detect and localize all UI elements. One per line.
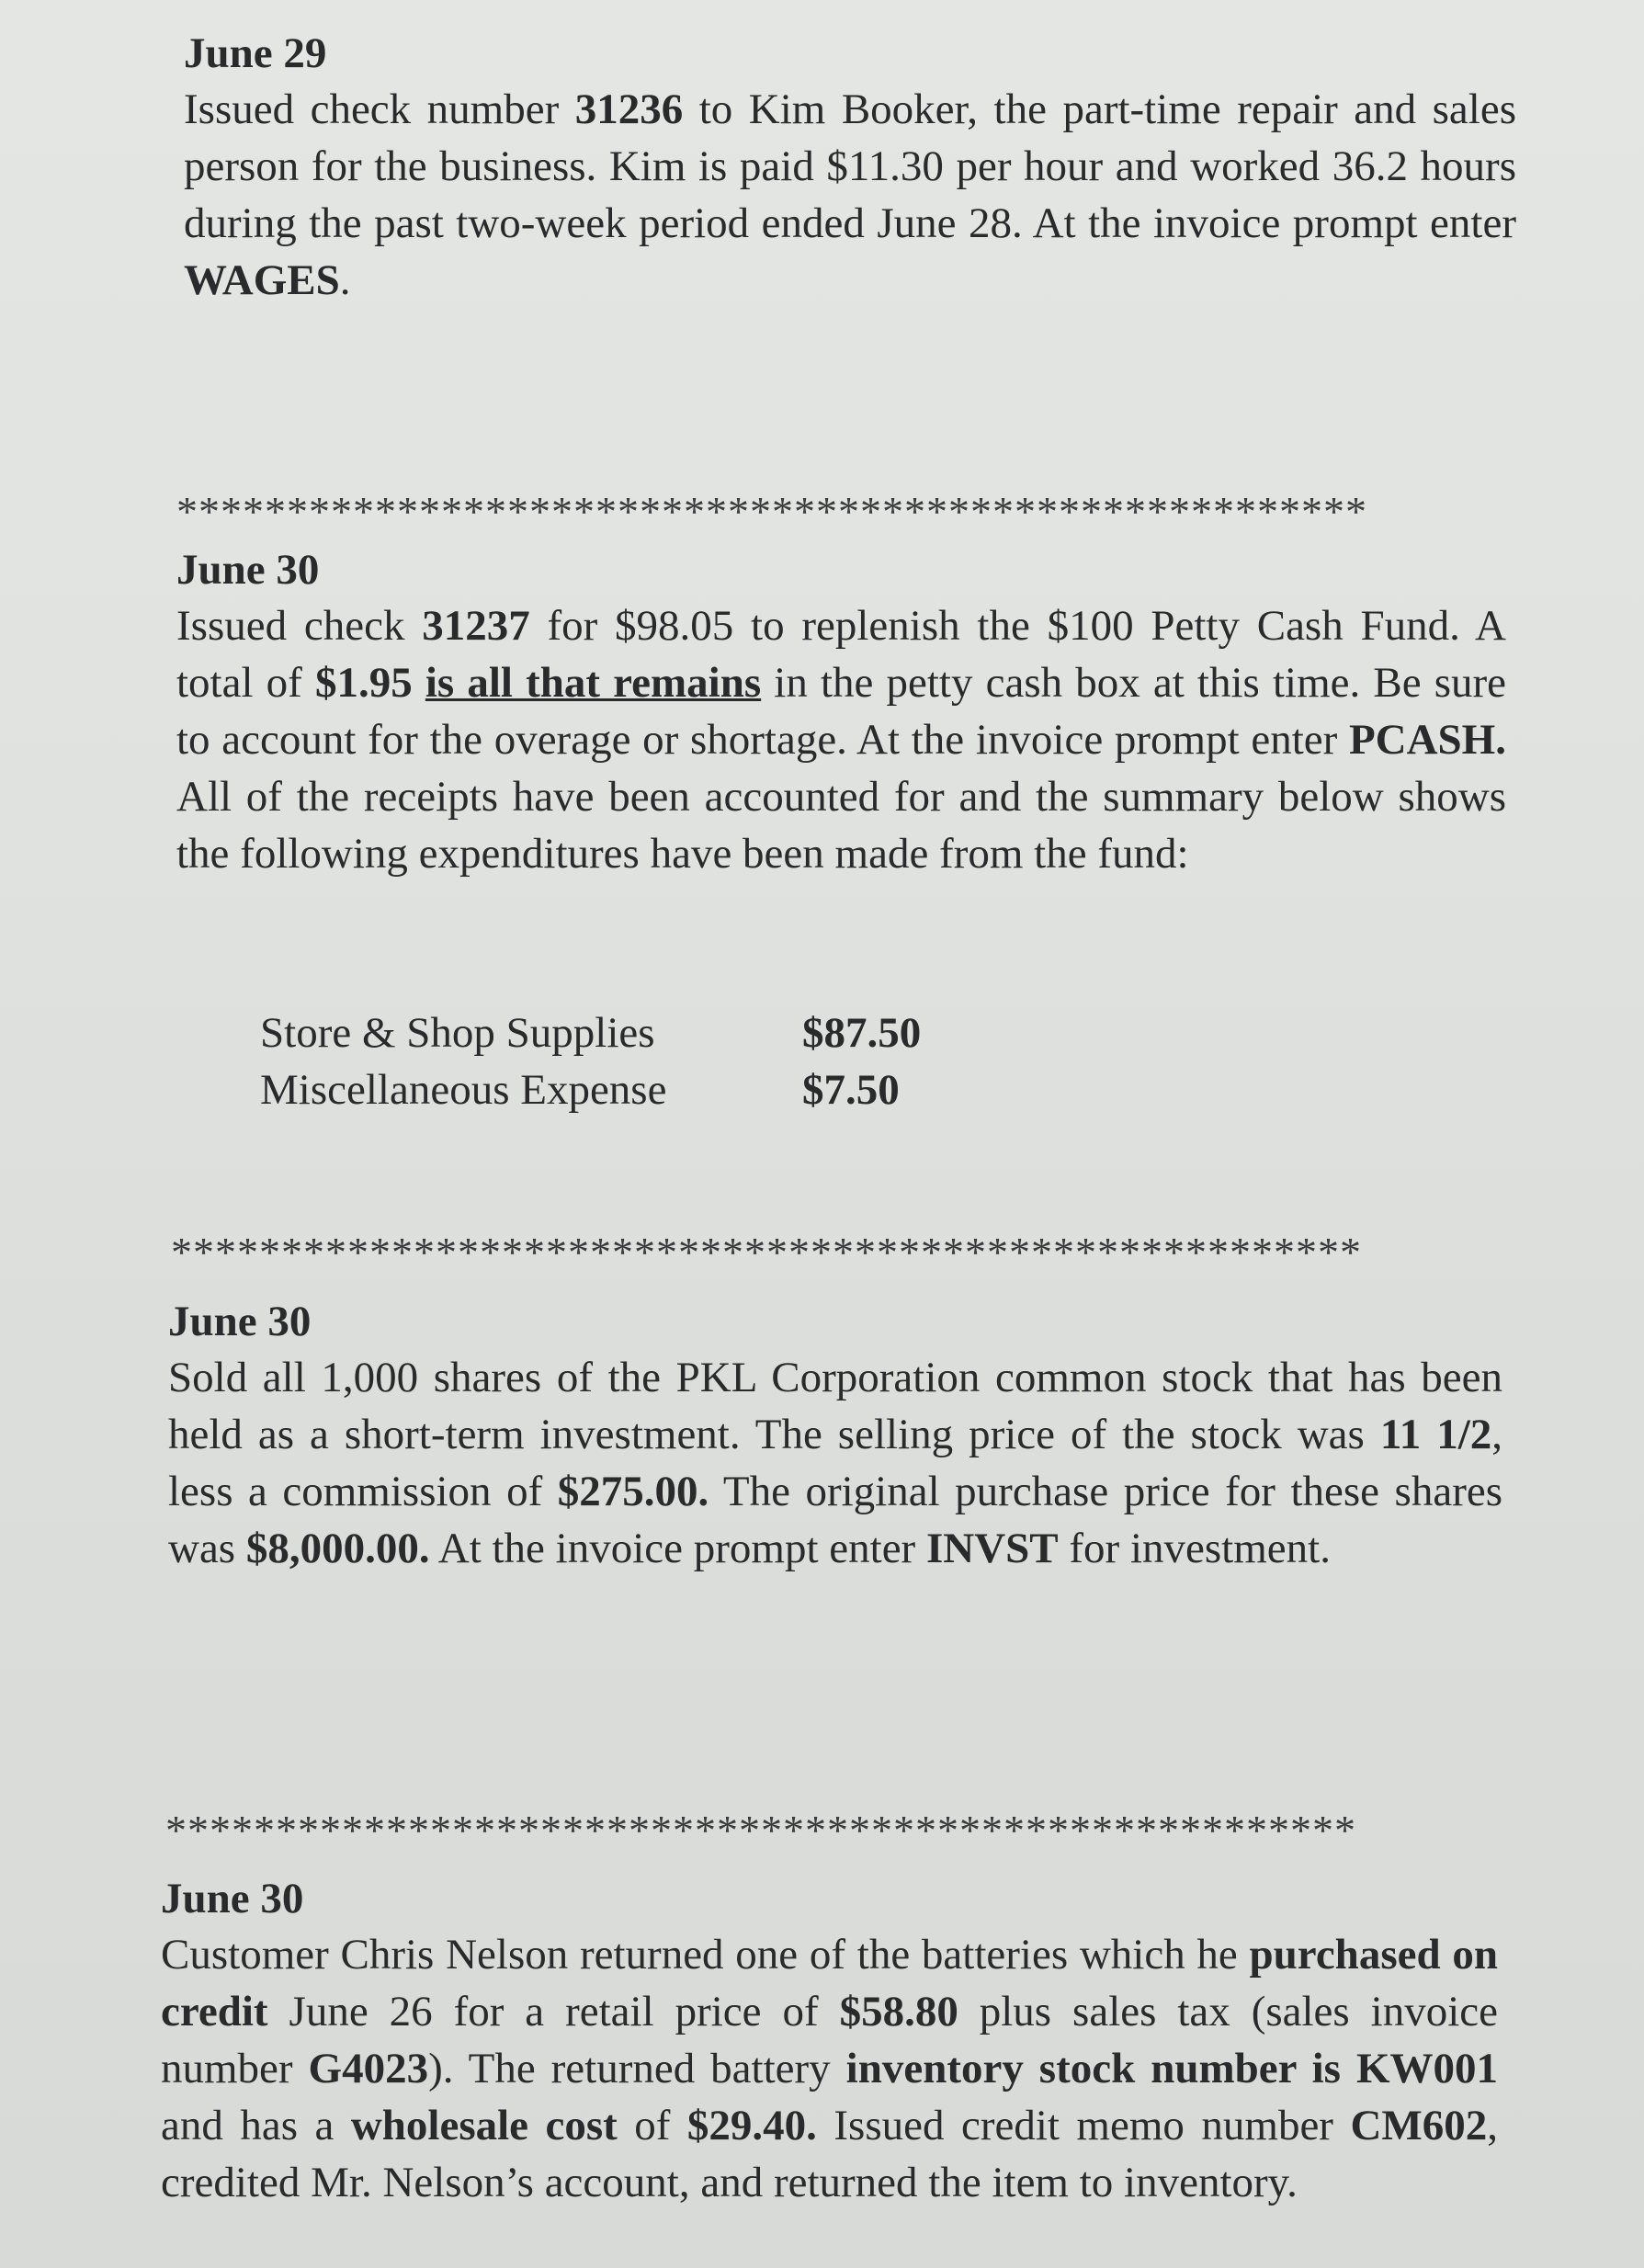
- expenditure-label: Store & Shop Supplies: [260, 1009, 655, 1057]
- entry-june-30-stock-sale: [168, 1294, 1502, 1577]
- expenditures-table: [260, 1004, 921, 1118]
- separator-2: ******************************************************: [171, 1229, 1362, 1276]
- expenditure-row: [260, 1004, 921, 1061]
- entry-date: June 30: [168, 1298, 312, 1345]
- entry-june-30-petty-cash: [176, 542, 1506, 882]
- expenditure-row: [260, 1061, 921, 1118]
- entry-text: Issued check 31237 for $98.05 to replenish the $100 Petty Cash Fund. A total of $1.95 is all that remains in the petty cash box at this time. Be sure to account for the overage or shortage. At the invoice prompt enter PCASH. All of the receipts have been accounted for and the summary below shows the following expenditures have been made from the fund:: [176, 602, 1507, 878]
- entry-text: Issued check number 31236 to Kim Booker, the part-time repair and sales person for the business. Kim is paid $11.30 per hour and worked 36.2 hours during the past two-week period ended June 28. At the invoice prompt enter WAGES.: [184, 85, 1517, 304]
- expenditure-amount: $87.50: [802, 1009, 922, 1057]
- expenditure-amount: $7.50: [802, 1066, 900, 1114]
- entry-june-29: [184, 26, 1516, 309]
- expenditure-label: Miscellaneous Expense: [260, 1066, 667, 1114]
- entry-june-30-return: [161, 1871, 1498, 2211]
- entry-date: June 29: [184, 29, 327, 77]
- entry-date: June 30: [176, 546, 320, 594]
- entry-text: Sold all 1,000 shares of the PKL Corporation common stock that has been held as a short-term investment. The selling price of the stock was 11 1/2, less a commission of $275.00. The original purchase price for these shares was $8,000.00. At the invoice prompt enter INVST for investment.: [168, 1354, 1503, 1572]
- entry-text: Customer Chris Nelson returned one of the batteries which he purchased on credit June 26 for a retail price of $58.80 plus sales tax (sales invoice number G4023). The returned battery inventory stock number is KW001 and has a wholesale cost of $29.40. Issued credit memo number CM602, credited Mr. Nelson’s account, and returned the item to inventory.: [161, 1931, 1499, 2206]
- separator-1: ******************************************************: [176, 488, 1367, 535]
- entry-date: June 30: [161, 1875, 304, 1922]
- separator-3: ******************************************************: [165, 1807, 1356, 1854]
